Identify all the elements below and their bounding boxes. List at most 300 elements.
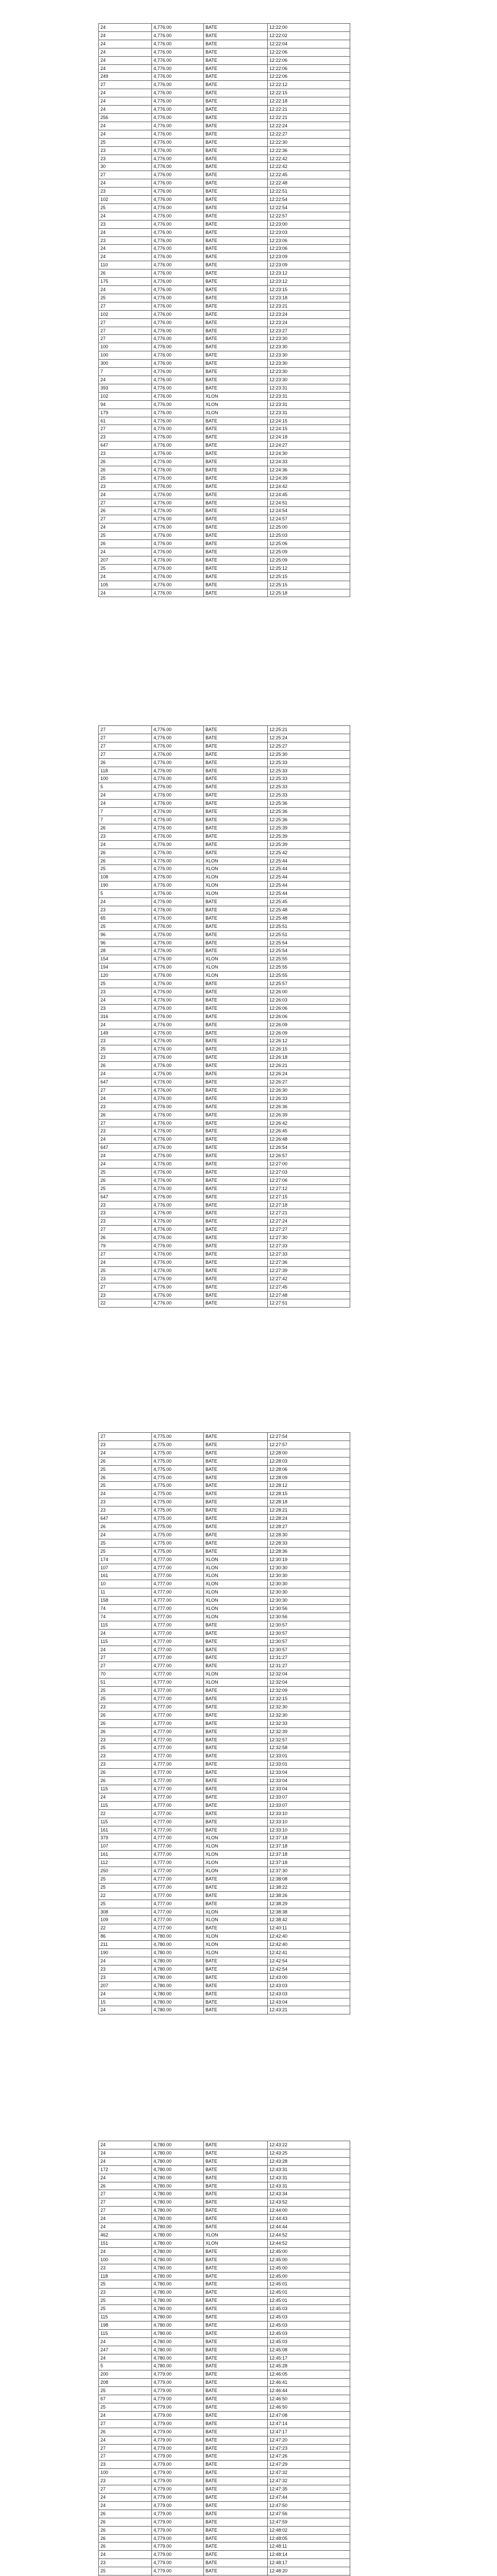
quantity-cell: 25: [99, 2403, 152, 2412]
venue-cell: BATE: [204, 914, 268, 922]
price-cell: 4,780.00: [152, 2280, 204, 2289]
venue-cell: BATE: [204, 220, 268, 228]
quantity-cell: 207: [99, 556, 152, 564]
price-cell: 4,776.00: [152, 1226, 204, 1234]
table-row: [99, 40, 350, 48]
table-row: [99, 1654, 350, 1662]
time-cell: 12:43:21: [268, 2006, 350, 2014]
venue-cell: BATE: [204, 2428, 268, 2436]
time-cell: 12:25:51: [268, 930, 350, 939]
price-cell: 4,776.00: [152, 228, 204, 236]
quantity-cell: 25: [99, 1547, 152, 1555]
quantity-cell: 647: [99, 1193, 152, 1201]
venue-cell: BATE: [204, 97, 268, 106]
price-cell: 4,776.00: [152, 548, 204, 556]
venue-cell: BATE: [204, 1809, 268, 1818]
venue-cell: BATE: [204, 1062, 268, 1070]
table-row: [99, 294, 350, 302]
table-row: [99, 1160, 350, 1168]
price-cell: 4,776.00: [152, 1012, 204, 1021]
venue-cell: BATE: [204, 840, 268, 849]
quantity-cell: 24: [99, 253, 152, 261]
table-row: [99, 972, 350, 980]
time-cell: 12:27:51: [268, 1299, 350, 1308]
time-cell: 12:38:42: [268, 1916, 350, 1924]
table-row: [99, 2297, 350, 2305]
quantity-cell: 26: [99, 1711, 152, 1719]
venue-cell: BATE: [204, 2198, 268, 2207]
price-cell: 4,779.00: [152, 2534, 204, 2543]
venue-cell: BATE: [204, 163, 268, 171]
time-cell: 12:38:38: [268, 1908, 350, 1916]
venue-cell: BATE: [204, 2403, 268, 2412]
quantity-cell: 24: [99, 1990, 152, 1998]
time-cell: 12:27:36: [268, 1258, 350, 1266]
time-cell: 12:45:03: [268, 2321, 350, 2329]
table-row: [99, 376, 350, 384]
price-cell: 4,777.00: [152, 1769, 204, 1777]
table-row: [99, 2477, 350, 2485]
time-cell: 12:25:45: [268, 898, 350, 906]
time-cell: 12:30:30: [268, 1597, 350, 1605]
quantity-cell: 172: [99, 2165, 152, 2174]
venue-cell: BATE: [204, 2567, 268, 2575]
time-cell: 12:43:03: [268, 1990, 350, 1998]
table-row: [99, 482, 350, 490]
time-cell: 12:30:30: [268, 1564, 350, 1572]
time-cell: 12:47:08: [268, 2411, 350, 2419]
time-cell: 12:23:03: [268, 228, 350, 236]
quantity-cell: 24: [99, 122, 152, 130]
time-cell: 12:25:48: [268, 906, 350, 914]
table-row: [99, 2370, 350, 2379]
venue-cell: BATE: [204, 2346, 268, 2354]
quantity-cell: 23: [99, 1736, 152, 1744]
table-row: [99, 2337, 350, 2346]
table-row: [99, 2510, 350, 2518]
venue-cell: BATE: [204, 236, 268, 245]
table-row: [99, 800, 350, 808]
venue-cell: BATE: [204, 775, 268, 783]
venue-cell: BATE: [204, 1957, 268, 1965]
table-row: [99, 1941, 350, 1949]
time-cell: 12:26:09: [268, 1029, 350, 1037]
quantity-cell: 26: [99, 458, 152, 466]
time-cell: 12:28:24: [268, 1515, 350, 1523]
price-cell: 4,776.00: [152, 1275, 204, 1283]
venue-cell: BATE: [204, 1826, 268, 1834]
time-cell: 12:22:02: [268, 31, 350, 40]
venue-cell: BATE: [204, 1283, 268, 1291]
table-row: [99, 1070, 350, 1078]
price-cell: 4,776.00: [152, 873, 204, 882]
price-cell: 4,776.00: [152, 898, 204, 906]
table-row: [99, 1037, 350, 1045]
time-cell: 12:48:20: [268, 2567, 350, 2575]
time-cell: 12:30:57: [268, 1621, 350, 1629]
venue-cell: BATE: [204, 1769, 268, 1777]
time-cell: 12:22:27: [268, 130, 350, 138]
table-row: [99, 138, 350, 146]
time-cell: 12:22:51: [268, 188, 350, 196]
venue-cell: XLON: [204, 1597, 268, 1605]
price-cell: 4,776.00: [152, 1054, 204, 1062]
time-cell: 12:25:06: [268, 540, 350, 548]
quantity-cell: 118: [99, 2272, 152, 2280]
quantity-cell: 94: [99, 400, 152, 409]
price-cell: 4,776.00: [152, 278, 204, 286]
table-row: [99, 922, 350, 930]
quantity-cell: 115: [99, 2313, 152, 2321]
table-row: [99, 368, 350, 376]
table-row: [99, 1234, 350, 1242]
venue-cell: XLON: [204, 400, 268, 409]
price-cell: 4,776.00: [152, 163, 204, 171]
table-row: [99, 857, 350, 865]
table-row: [99, 1719, 350, 1727]
price-cell: 4,776.00: [152, 1037, 204, 1045]
time-cell: 12:33:01: [268, 1760, 350, 1769]
time-cell: 12:28:27: [268, 1522, 350, 1531]
price-cell: 4,777.00: [152, 1916, 204, 1924]
time-cell: 12:25:33: [268, 791, 350, 800]
time-cell: 12:43:25: [268, 2149, 350, 2157]
table-row: [99, 767, 350, 775]
quantity-cell: 27: [99, 1433, 152, 1441]
venue-cell: BATE: [204, 1654, 268, 1662]
quantity-cell: 194: [99, 963, 152, 972]
price-cell: 4,779.00: [152, 2428, 204, 2436]
table-row: [99, 589, 350, 597]
table-row: [99, 1299, 350, 1308]
quantity-cell: 24: [99, 130, 152, 138]
time-cell: 12:23:24: [268, 318, 350, 327]
table-row: [99, 1760, 350, 1769]
venue-cell: BATE: [204, 278, 268, 286]
venue-cell: BATE: [204, 1752, 268, 1760]
price-cell: 4,777.00: [152, 1654, 204, 1662]
time-cell: 12:22:54: [268, 204, 350, 212]
price-cell: 4,776.00: [152, 318, 204, 327]
quantity-cell: 27: [99, 1662, 152, 1670]
venue-cell: BATE: [204, 1760, 268, 1769]
quantity-cell: 24: [99, 2157, 152, 2165]
venue-cell: BATE: [204, 179, 268, 188]
table-row: [99, 466, 350, 474]
price-cell: 4,777.00: [152, 1908, 204, 1916]
price-cell: 4,776.00: [152, 1152, 204, 1160]
time-cell: 12:25:21: [268, 726, 350, 734]
quantity-cell: 24: [99, 2493, 152, 2501]
time-cell: 12:43:03: [268, 1981, 350, 1990]
venue-cell: BATE: [204, 1547, 268, 1555]
table-row: [99, 1662, 350, 1670]
quantity-cell: 27: [99, 1654, 152, 1662]
venue-cell: BATE: [204, 1818, 268, 1826]
price-cell: 4,776.00: [152, 890, 204, 898]
venue-cell: BATE: [204, 1744, 268, 1752]
time-cell: 12:26:57: [268, 1152, 350, 1160]
time-cell: 12:31:27: [268, 1654, 350, 1662]
table-row: [99, 1826, 350, 1834]
price-cell: 4,780.00: [152, 2157, 204, 2165]
price-cell: 4,780.00: [152, 2313, 204, 2321]
price-cell: 4,779.00: [152, 2559, 204, 2567]
table-row: [99, 2518, 350, 2526]
quantity-cell: 24: [99, 245, 152, 253]
table-row: [99, 2141, 350, 2149]
time-cell: 12:30:30: [268, 1588, 350, 1597]
table-row: [99, 2149, 350, 2157]
venue-cell: XLON: [204, 1867, 268, 1875]
quantity-cell: 24: [99, 2174, 152, 2182]
time-cell: 12:45:00: [268, 2256, 350, 2264]
price-cell: 4,776.00: [152, 816, 204, 824]
quantity-cell: 23: [99, 1054, 152, 1062]
venue-cell: BATE: [204, 204, 268, 212]
price-cell: 4,776.00: [152, 261, 204, 269]
table-row: [99, 882, 350, 890]
time-cell: 12:23:30: [268, 368, 350, 376]
table-row: [99, 2264, 350, 2272]
quantity-cell: 23: [99, 988, 152, 996]
quantity-cell: 24: [99, 2436, 152, 2444]
venue-cell: BATE: [204, 758, 268, 767]
quantity-cell: 24: [99, 996, 152, 1004]
price-cell: 4,776.00: [152, 236, 204, 245]
price-cell: 4,776.00: [152, 947, 204, 955]
time-cell: 12:27:45: [268, 1283, 350, 1291]
time-cell: 12:26:42: [268, 1119, 350, 1127]
venue-cell: BATE: [204, 64, 268, 73]
quantity-cell: 25: [99, 1875, 152, 1883]
quantity-cell: 24: [99, 2354, 152, 2362]
time-cell: 12:28:21: [268, 1506, 350, 1515]
price-cell: 4,776.00: [152, 81, 204, 89]
price-cell: 4,780.00: [152, 1990, 204, 1998]
quantity-cell: 27: [99, 425, 152, 433]
venue-cell: BATE: [204, 556, 268, 564]
quantity-cell: 61: [99, 417, 152, 425]
table-row: [99, 906, 350, 914]
price-cell: 4,777.00: [152, 1752, 204, 1760]
table-row: [99, 1283, 350, 1291]
venue-cell: BATE: [204, 849, 268, 857]
venue-cell: BATE: [204, 212, 268, 220]
venue-cell: BATE: [204, 327, 268, 335]
venue-cell: BATE: [204, 523, 268, 532]
table-row: [99, 816, 350, 824]
quantity-cell: 24: [99, 1070, 152, 1078]
table-row: [99, 726, 350, 734]
price-cell: 4,776.00: [152, 1266, 204, 1275]
time-cell: 12:47:44: [268, 2493, 350, 2501]
quantity-cell: 24: [99, 2501, 152, 2510]
price-cell: 4,777.00: [152, 1629, 204, 1637]
price-cell: 4,776.00: [152, 523, 204, 532]
time-cell: 12:33:04: [268, 1769, 350, 1777]
quantity-cell: 27: [99, 726, 152, 734]
time-cell: 12:47:29: [268, 2461, 350, 2469]
table-row: [99, 1867, 350, 1875]
quantity-cell: 23: [99, 155, 152, 163]
price-cell: 4,776.00: [152, 783, 204, 791]
table-row: [99, 947, 350, 955]
time-cell: 12:23:31: [268, 409, 350, 417]
quantity-cell: 23: [99, 450, 152, 458]
quantity-cell: 22: [99, 1891, 152, 1900]
time-cell: 12:46:41: [268, 2379, 350, 2387]
venue-cell: BATE: [204, 335, 268, 343]
price-cell: 4,780.00: [152, 2207, 204, 2215]
quantity-cell: 24: [99, 1490, 152, 1498]
quantity-cell: 200: [99, 2370, 152, 2379]
price-cell: 4,776.00: [152, 155, 204, 163]
price-cell: 4,776.00: [152, 417, 204, 425]
venue-cell: XLON: [204, 1564, 268, 1572]
quantity-cell: 23: [99, 1440, 152, 1449]
price-cell: 4,780.00: [152, 2223, 204, 2231]
price-cell: 4,779.00: [152, 2452, 204, 2461]
table-row: [99, 1572, 350, 1580]
table-row: [99, 1522, 350, 1531]
time-cell: 12:23:30: [268, 376, 350, 384]
price-cell: 4,776.00: [152, 1094, 204, 1103]
table-row: [99, 515, 350, 523]
price-cell: 4,779.00: [152, 2493, 204, 2501]
price-cell: 4,780.00: [152, 2346, 204, 2354]
venue-cell: BATE: [204, 1662, 268, 1670]
table-row: [99, 1482, 350, 1490]
table-row: [99, 81, 350, 89]
quantity-cell: 74: [99, 1605, 152, 1613]
time-cell: 12:28:15: [268, 1490, 350, 1498]
venue-cell: BATE: [204, 2559, 268, 2567]
venue-cell: BATE: [204, 2337, 268, 2346]
table-row: [99, 204, 350, 212]
price-cell: 4,777.00: [152, 1564, 204, 1572]
time-cell: 12:27:06: [268, 1176, 350, 1184]
table-row: [99, 1152, 350, 1160]
table-row: [99, 1842, 350, 1851]
price-cell: 4,776.00: [152, 409, 204, 417]
quantity-cell: 70: [99, 1670, 152, 1679]
time-cell: 12:23:09: [268, 261, 350, 269]
venue-cell: BATE: [204, 2149, 268, 2157]
price-cell: 4,777.00: [152, 1891, 204, 1900]
quantity-cell: 462: [99, 2231, 152, 2239]
quantity-cell: 23: [99, 1037, 152, 1045]
table-row: [99, 1949, 350, 1957]
time-cell: 12:23:31: [268, 400, 350, 409]
time-cell: 12:23:09: [268, 253, 350, 261]
price-cell: 4,775.00: [152, 1498, 204, 1506]
time-cell: 12:25:55: [268, 972, 350, 980]
time-cell: 12:27:21: [268, 1209, 350, 1217]
price-cell: 4,777.00: [152, 1621, 204, 1629]
price-cell: 4,776.00: [152, 955, 204, 963]
quantity-cell: 24: [99, 2006, 152, 2014]
time-cell: 12:23:30: [268, 360, 350, 368]
table-row: [99, 384, 350, 392]
price-cell: 4,776.00: [152, 458, 204, 466]
time-cell: 12:37:18: [268, 1842, 350, 1851]
venue-cell: BATE: [204, 1498, 268, 1506]
quantity-cell: 26: [99, 1457, 152, 1465]
table-row: [99, 351, 350, 360]
table-row: [99, 1473, 350, 1482]
price-cell: 4,776.00: [152, 564, 204, 572]
price-cell: 4,777.00: [152, 1826, 204, 1834]
price-cell: 4,776.00: [152, 1029, 204, 1037]
time-cell: 12:25:39: [268, 840, 350, 849]
venue-cell: BATE: [204, 1801, 268, 1809]
table-row: [99, 122, 350, 130]
venue-cell: BATE: [204, 1144, 268, 1152]
quantity-cell: 161: [99, 1851, 152, 1859]
quantity-cell: 24: [99, 1160, 152, 1168]
time-cell: 12:27:18: [268, 1201, 350, 1209]
venue-cell: BATE: [204, 2362, 268, 2370]
price-cell: 4,776.00: [152, 857, 204, 865]
price-cell: 4,780.00: [152, 2362, 204, 2370]
price-cell: 4,777.00: [152, 1744, 204, 1752]
price-cell: 4,777.00: [152, 1588, 204, 1597]
table-row: [99, 64, 350, 73]
price-cell: 4,777.00: [152, 1859, 204, 1867]
time-cell: 12:28:18: [268, 1498, 350, 1506]
table-row: [99, 2469, 350, 2477]
venue-cell: BATE: [204, 1687, 268, 1695]
venue-cell: BATE: [204, 482, 268, 490]
quantity-cell: 115: [99, 1785, 152, 1793]
time-cell: 12:25:36: [268, 800, 350, 808]
time-cell: 12:22:36: [268, 146, 350, 155]
time-cell: 12:22:15: [268, 89, 350, 97]
price-cell: 4,779.00: [152, 2469, 204, 2477]
table-row: [99, 2461, 350, 2469]
table-row: [99, 2346, 350, 2354]
venue-cell: BATE: [204, 89, 268, 97]
venue-cell: BATE: [204, 155, 268, 163]
quantity-cell: 112: [99, 1859, 152, 1867]
time-cell: 12:42:40: [268, 1933, 350, 1941]
venue-cell: BATE: [204, 343, 268, 351]
trades-table: [98, 23, 350, 597]
time-cell: 12:27:33: [268, 1250, 350, 1259]
price-cell: 4,776.00: [152, 1193, 204, 1201]
price-cell: 4,780.00: [152, 2006, 204, 2014]
time-cell: 12:22:18: [268, 97, 350, 106]
quantity-cell: 24: [99, 56, 152, 64]
venue-cell: XLON: [204, 882, 268, 890]
price-cell: 4,777.00: [152, 1662, 204, 1670]
time-cell: 12:37:18: [268, 1834, 350, 1842]
time-cell: 12:40:11: [268, 1924, 350, 1933]
table-row: [99, 1457, 350, 1465]
quantity-cell: 190: [99, 1949, 152, 1957]
time-cell: 12:26:06: [268, 1012, 350, 1021]
table-row: [99, 1021, 350, 1029]
time-cell: 12:38:08: [268, 1875, 350, 1883]
table-row: [99, 1851, 350, 1859]
time-cell: 12:25:36: [268, 808, 350, 816]
time-cell: 12:27:03: [268, 1168, 350, 1176]
price-cell: 4,776.00: [152, 442, 204, 450]
table-row: [99, 1201, 350, 1209]
price-cell: 4,780.00: [152, 2264, 204, 2272]
table-row: [99, 1613, 350, 1621]
